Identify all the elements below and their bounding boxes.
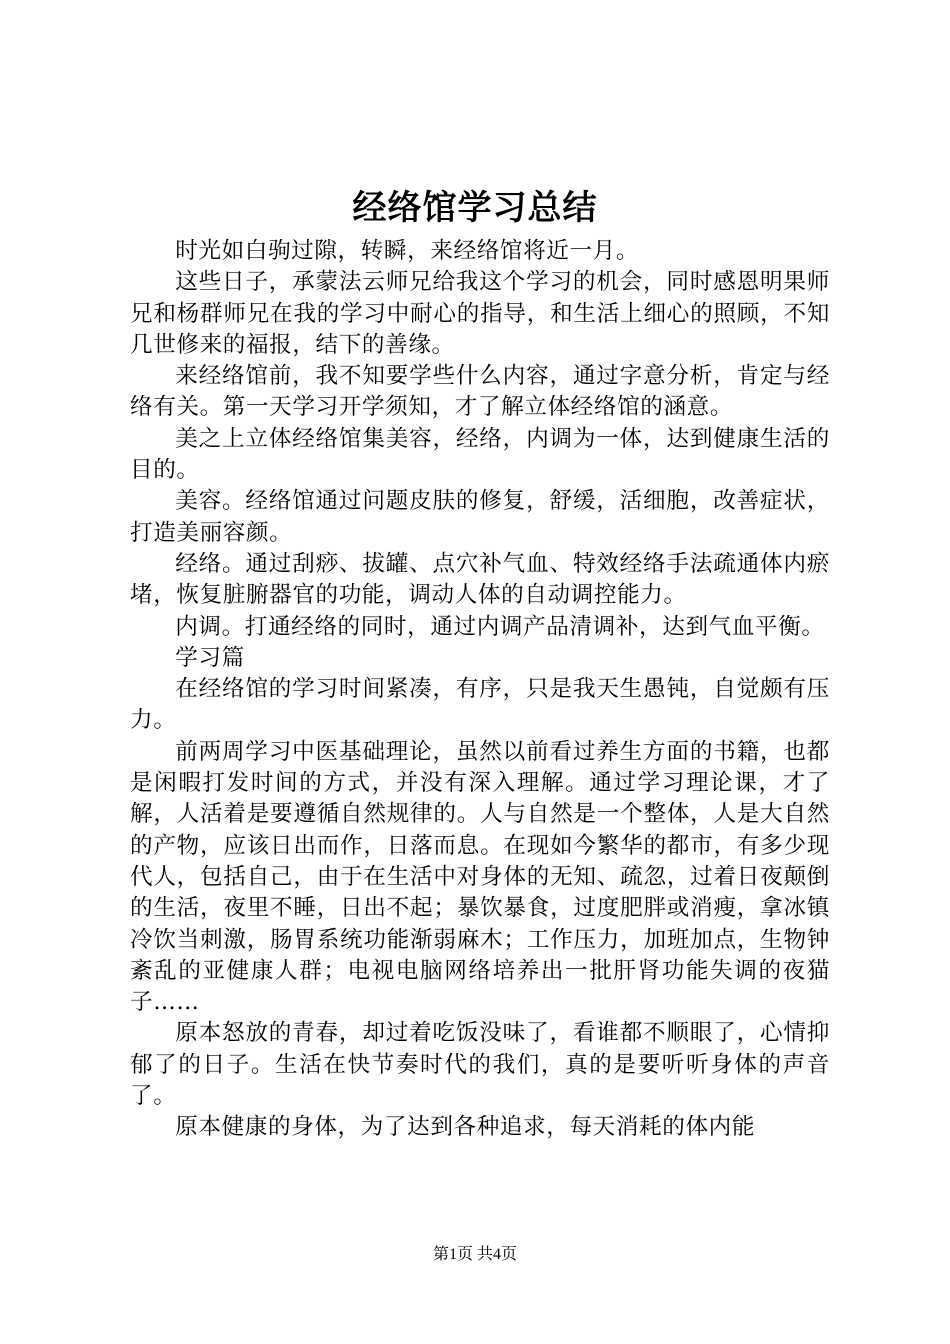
paragraph: 前两周学习中医基础理论，虽然以前看过养生方面的书籍，也都是闲暇打发时间的方式，并没有深入理解。通过学习理论课，才了解，人活着是要遵循自然规律的。人与自然是一个整体，人是大自然的产物，应该日出而作，日落而息。在现如今繁华的都市，有多少现代人，包括自己，由于在生活中对身体的无知、疏忽，过着日夜颠倒的生活，夜里不睡，日出不起；暴饮暴食，过度肥胖或消瘦，拿冰镇冷饮当刺激，肠胃系统功能渐弱麻木；工作压力，加班加点，生物钟紊乱的亚健康人群；电视电脑网络培养出一批肝肾功能失调的夜猫子……: [130, 738, 830, 1016]
paragraph: 经络。通过刮痧、拔罐、点穴补气血、特效经络手法疏通体内瘀堵，恢复脏腑器官的功能，调动人体的自动调控能力。: [130, 550, 830, 609]
paragraph: 来经络馆前，我不知要学些什么内容，通过字意分析，肯定与经络有关。第一天学习开学须知，才了解立体经络馆的涵意。: [130, 363, 830, 421]
document-body: [130, 236, 830, 1144]
paragraph: 这些日子，承蒙法云师兄给我这个学习的机会，同时感恩明果师兄和杨群师兄在我的学习中耐心的指导，和生活上细心的照顾，不知几世修来的福报，结下的善缘。: [130, 269, 830, 358]
paragraph: 原本怒放的青春，却过着吃饭没味了，看谁都不顺眼了，心情抑郁了的日子。生活在快节奏时代的我们，真的是要听听身体的声音了。: [130, 1020, 830, 1110]
paragraph: 美容。经络馆通过问题皮肤的修复，舒缓，活细胞，改善症状，打造美丽容颜。: [130, 488, 830, 546]
paragraph: 原本健康的身体，为了达到各种追求，每天消耗的体内能: [175, 1114, 756, 1141]
section-heading: 学习篇: [175, 644, 245, 671]
paragraph: 美之上立体经络馆集美容，经络，内调为一体，达到健康生活的目的。: [130, 425, 830, 484]
page-footer: 第1页 共4页: [432, 1246, 517, 1263]
paragraph: 在经络馆的学习时间紧凑，有序，只是我天生愚钝，自觉颇有压力。: [130, 676, 830, 734]
paragraph: 内调。打通经络的同时，通过内调产品清调补，达到气血平衡。: [175, 613, 825, 640]
document-title: 经络馆学习总结: [352, 188, 598, 228]
paragraph: 时光如白驹过隙，转瞬，来经络馆将近一月。: [175, 238, 640, 264]
